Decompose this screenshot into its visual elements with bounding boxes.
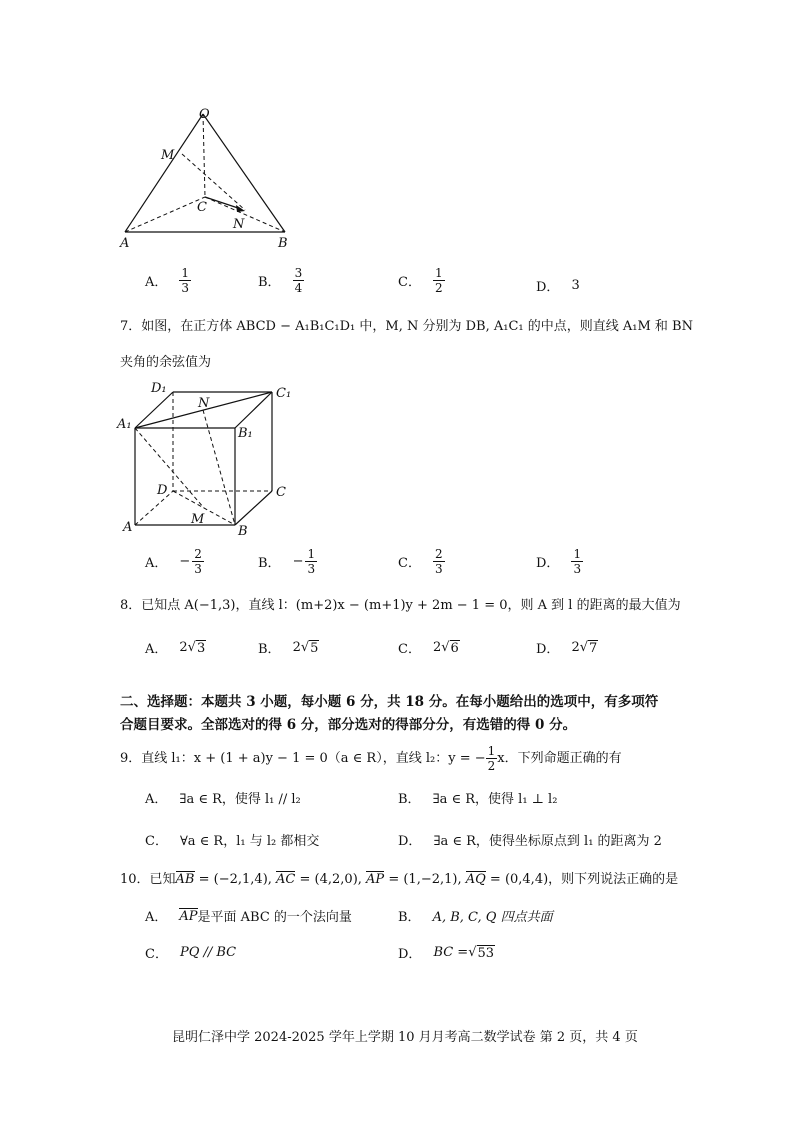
vector-aq: AQ (465, 872, 486, 887)
vector-ap: AP (179, 908, 198, 924)
sqrt: √ 5 (300, 639, 319, 656)
label-N: N (198, 396, 210, 411)
q7-option-d[interactable]: D． $\frac{1}{3}$ (536, 547, 582, 576)
q10-option-a[interactable]: A． AP 是平面 ABC 的一个法向量 (145, 908, 352, 925)
sqrt: √ 3 (187, 639, 206, 656)
q8-option-b[interactable]: B． 2 √ 5 (258, 639, 319, 657)
section-2-line2: 合题目要求。全部选对的得 6 分，部分选对的得部分分，有选错的得 0 分。 (120, 717, 577, 733)
q9-option-c[interactable]: C． ∀a ∈ R，l₁ 与 l₂ 都相交 (145, 834, 320, 849)
label-C: C (276, 485, 286, 500)
label-M: M (191, 512, 205, 527)
q7-stem-line2: 夹角的余弦值为 (120, 355, 212, 370)
fraction: $\frac{1}{2}$ (434, 266, 443, 295)
label-O: O (199, 107, 210, 122)
label-C1: C₁ (276, 386, 292, 401)
label-B: B (278, 236, 288, 250)
q10-option-b[interactable]: B． A, B, C, Q 四点共面 (398, 910, 553, 925)
fraction: $\frac{2}{3}$ (434, 547, 443, 576)
q10-option-c[interactable]: C． PQ // BC (145, 945, 237, 962)
cube-figure (115, 375, 300, 540)
q7-option-b[interactable]: B． − $\frac{1}{3}$ (258, 547, 316, 576)
label-N: N (233, 217, 245, 232)
q6-option-a[interactable]: A． $\frac{1}{3}$ (145, 266, 190, 295)
label-B: B (238, 524, 248, 539)
fraction: $\frac{1}{3}$ (181, 266, 190, 295)
q7-option-a[interactable]: A． − $\frac{2}{3}$ (145, 547, 202, 576)
q8-option-d[interactable]: D． 2 √ 7 (536, 639, 598, 657)
q9-option-d[interactable]: D． ∃a ∈ R，使得坐标原点到 l₁ 的距离为 2 (398, 834, 662, 849)
label-A: A (120, 236, 130, 250)
q9-option-b[interactable]: B． ∃a ∈ R，使得 l₁ ⊥ l₂ (398, 792, 558, 807)
q7-stem-line1: 7．如图，在正方体 ABCD − A₁B₁C₁D₁ 中，M, N 分别为 DB, A₁C₁ 的中点，则直线 A₁M 和 BN (120, 319, 693, 334)
fraction: $\frac{2}{3}$ (194, 547, 202, 576)
q9-stem: 9．直线 l₁：x + (1 + a)y − 1 = 0（a ∈ R），直线 l₂：y = − $\frac{1}{2}$ x．下列命题正确的有 (120, 744, 622, 773)
label-A: A (123, 520, 133, 535)
vector-ab: AB (175, 872, 195, 887)
q10-option-d[interactable]: D． BC = √ 53 (398, 944, 495, 962)
q8-option-c[interactable]: C． 2 √ 6 (398, 639, 459, 657)
sqrt: √ 6 (441, 639, 459, 656)
label-M: M (161, 148, 175, 163)
tetrahedron-figure (115, 105, 300, 250)
label-C: C (197, 200, 207, 215)
q6-option-b[interactable]: B． $\frac{3}{4}$ (258, 266, 303, 295)
fraction: $\frac{1}{3}$ (307, 547, 316, 576)
vector-ac: AC (276, 872, 296, 887)
q10-stem: 10．已知AB = (−2,1,4), AC = (4,2,0), AP = (1,−2,1), AQ = (0,4,4)，则下列说法正确的是 (120, 872, 679, 887)
fraction: $\frac{1}{2}$ (487, 744, 496, 773)
q8-stem: 8．已知点 A(−1,3)，直线 l：(m+2)x − (m+1)y + 2m − 1 = 0，则 A 到 l 的距离的最大值为 (120, 598, 681, 613)
q9-option-a[interactable]: A． ∃a ∈ R，使得 l₁ // l₂ (145, 792, 301, 807)
page-footer: 昆明仁泽中学 2024-2025 学年上学期 10 月月考高二数学试卷 第 2 页，共 4 页 (172, 1030, 638, 1045)
q8-option-a[interactable]: A． 2 √ 3 (145, 639, 206, 657)
label-D1: D₁ (151, 381, 167, 396)
sqrt: √ 53 (468, 944, 495, 961)
label-A1: A₁ (117, 417, 132, 432)
section-2-line1: 二、选择题：本题共 3 小题，每小题 6 分，共 18 分。在每小题给出的选项中，有多项符 (120, 694, 659, 710)
vector-ap: AP (366, 872, 385, 887)
fraction: $\frac{3}{4}$ (294, 266, 303, 295)
fraction: $\frac{1}{3}$ (573, 547, 582, 576)
sqrt: √ 7 (579, 639, 598, 656)
q6-option-c[interactable]: C． $\frac{1}{2}$ (398, 266, 443, 295)
q7-option-c[interactable]: C． $\frac{2}{3}$ (398, 547, 443, 576)
label-D: D (157, 483, 168, 498)
q6-option-d[interactable]: D． 3 (536, 278, 580, 295)
label-B1: B₁ (238, 426, 253, 441)
